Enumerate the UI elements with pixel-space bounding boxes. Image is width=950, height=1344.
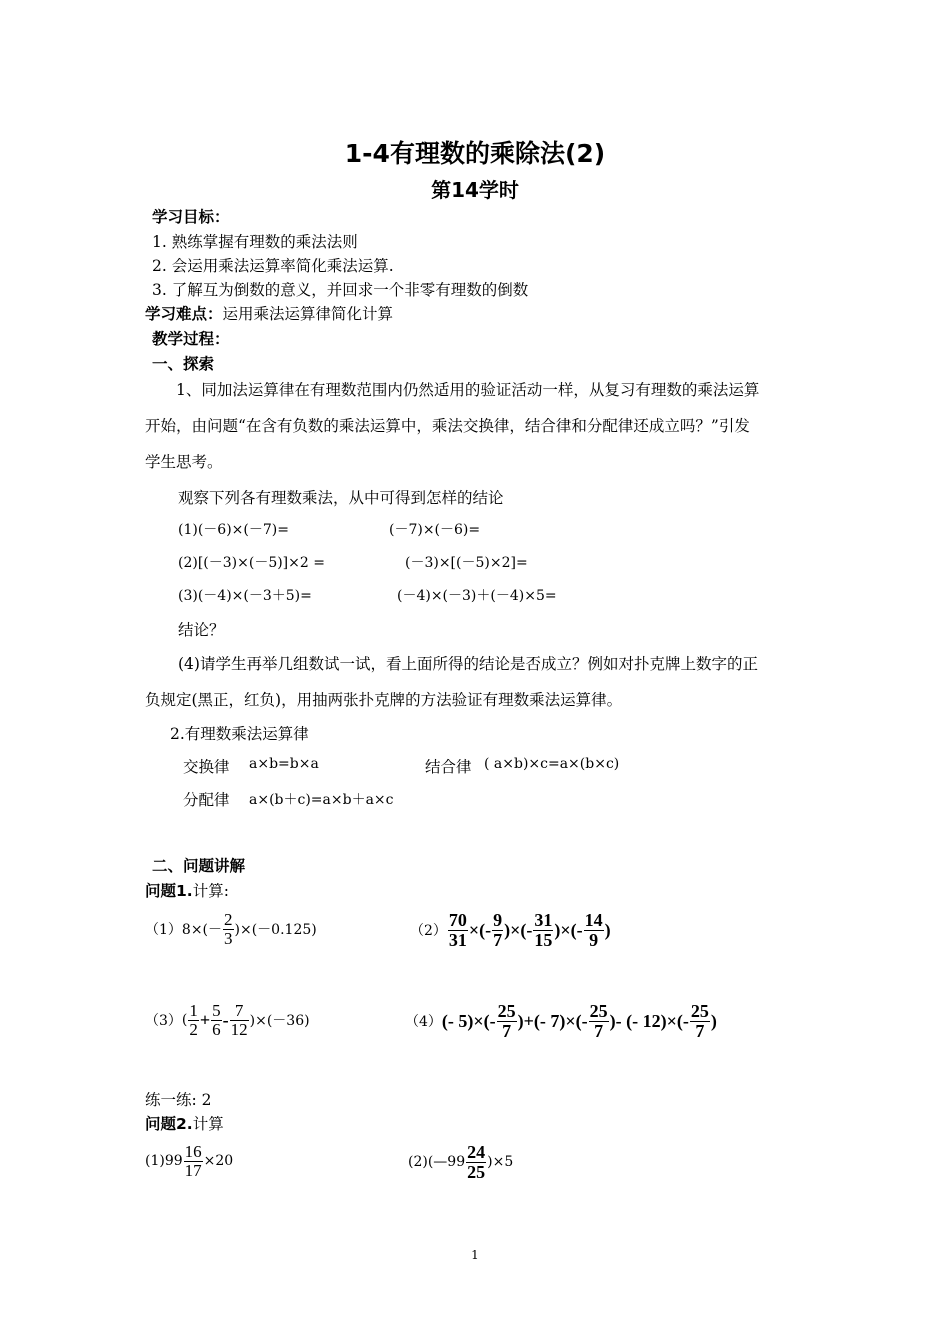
fraction: $\frac{24}{25}$ [467,1142,486,1182]
fraction: $\frac{14}{9}$ [584,910,603,950]
practice-line: 练一练: 2 [145,1091,212,1109]
process-heading: 教学过程： [152,330,230,348]
observe-text: 观察下列各有理数乘法，从中可得到怎样的结论 [178,489,504,507]
para1-line2: 开始，由问题“在含有负数的乘法运算中，乘法交换律，结合律和分配律还成立吗？”引发 [145,417,750,435]
para1-line1: 1、同加法运算律在有理数范围内仍然适用的验证活动一样，从复习有理数的乘法运算 [176,381,760,399]
para4-line1: (4)请学生再举几组数试一试，看上面所得的结论是否成立？例如对扑克牌上数字的正 [178,655,758,673]
objective-item: 1. 熟练掌握有理数的乘法法则 [152,233,358,251]
problem-4: （4） (- 5)×(- $\frac{25}{7}$ )+(- 7)×(- $\frac{25}{7}$ )- (- 12)×(- $\frac{25}{7}$ ) [405,1001,717,1041]
law-commutative-expr: a×b=b×a [249,756,319,772]
laws-heading: 2.有理数乘法运算律 [170,725,309,743]
problem-1-pre: 8×(－ [181,922,223,939]
fraction: $\frac{31}{15}$ [534,910,553,950]
problem-1-label: （1） [145,922,182,939]
fraction: $\frac{9}{7}$ [493,910,503,950]
equation-1a: (1)(－6)×(－7)= [178,522,289,538]
fraction: $\frac{25}{7}$ [589,1001,608,1041]
question1-label: 问题1. [145,882,193,900]
difficulty-line [145,302,393,324]
question2-label: 问题2. [145,1115,193,1133]
page-number: 1 [471,1248,479,1262]
problem-1-post: )×(－0.125) [234,922,317,939]
fraction: $\frac{16}{17}$ [184,1142,202,1180]
objectives-heading: 学习目标： [152,208,230,226]
question2-text: 计算 [192,1115,224,1133]
problem-4-label: （4） [405,1014,442,1031]
para4-line2: 负规定(黑正，红负)，用抽两张扑克牌的方法验证有理数乘法运算律。 [145,691,623,709]
equation-3b: (－4)×(－3)＋(－4)×5= [397,588,557,604]
section2-heading: 二、问题讲解 [152,857,246,875]
fraction: $\frac{2}{3}$ [224,910,233,948]
law-associative-expr: ( a×b)×c=a×(b×c) [484,756,620,772]
fraction: $\frac{7}{12}$ [230,1001,248,1039]
problem-3: （3） ( $\frac{1}{2}$ + $\frac{5}{6}$ - $\frac{7}{12}$ )×(－36) [145,1001,310,1039]
law-commutative-name: 交换律 [183,758,230,776]
fraction: $\frac{25}{7}$ [497,1001,516,1041]
question2-part1: (1) 99 $\frac{16}{17}$ ×20 [145,1142,234,1180]
question1-line [145,879,229,901]
question2-line [145,1112,224,1134]
page-title: 1-4有理数的乘除法(2) [344,139,606,168]
equation-2b: (－3)×[(－5)×2]= [405,555,528,571]
question1-text: 计算: [192,882,229,900]
para1-line3: 学生思考。 [145,453,223,471]
objective-item: 3. 了解互为倒数的意义，并回求一个非零有理数的倒数 [152,281,529,299]
equation-3a: (3)(－4)×(－3＋5)= [178,588,312,604]
difficulty-text: 运用乘法运算律简化计算 [222,305,394,323]
difficulty-label: 学习难点： [145,305,223,323]
problem-2-label: （2） [410,923,447,940]
equation-2a: (2)[(－3)×(－5)]×2 = [178,555,325,571]
fraction: $\frac{5}{6}$ [212,1001,221,1039]
page-subtitle: 第14学时 [431,178,519,202]
law-distributive-expr: a×(b＋c)=a×b＋a×c [249,792,394,808]
objective-item: 2. 会运用乘法运算率简化乘法运算. [152,257,394,275]
law-distributive-name: 分配律 [183,791,230,809]
problem-1 [145,911,317,948]
fraction: $\frac{70}{31}$ [448,910,467,950]
problem-2: （2） $\frac{70}{31}$ ×(- $\frac{9}{7}$ )×(- $\frac{31}{15}$ )×(- $\frac{14}{9}$ ) [410,910,611,950]
law-associative-name: 结合律 [425,758,472,776]
section1-heading: 一、探索 [152,355,215,373]
question2-part2: (2) (—99 $\frac{24}{25}$ )×5 [408,1142,514,1182]
conclusion-text: 结论？ [178,621,225,639]
problem-3-label: （3） [145,1013,182,1030]
fraction: $\frac{25}{7}$ [690,1001,709,1041]
equation-1b: (－7)×(－6)= [389,522,481,538]
fraction: $\frac{1}{2}$ [189,1001,198,1039]
